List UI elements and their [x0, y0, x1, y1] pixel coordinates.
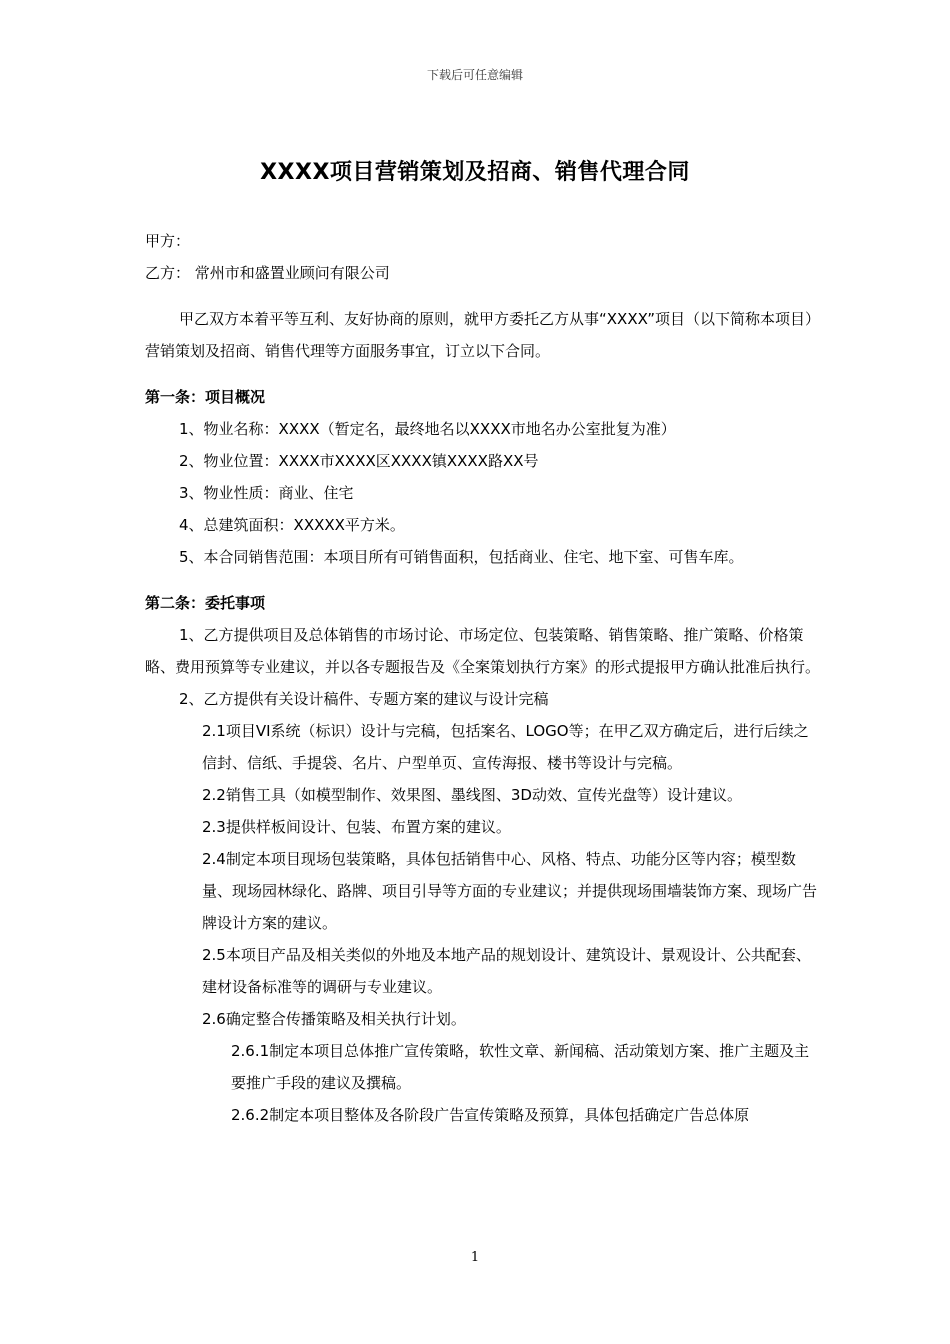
page-number: 1 — [470, 1250, 480, 1265]
header-note: 下载后可任意编辑 — [426, 68, 523, 82]
article1-item: 5、本合同销售范围：本项目所有可销售面积，包括商业、住宅、地下室、可售车库。 — [179, 548, 744, 566]
contract-body — [145, 225, 820, 1131]
article2-sub-item: 2.3提供样板间设计、包装、布置方案的建议。 — [202, 818, 511, 836]
article2-item1: 1、乙方提供项目及总体销售的市场讨论、市场定位、包装策略、销售策略、推广策略、价格策略、费用预算等专业建议，并以各专题报告及《全案策划执行方案》的形式提报甲方确认批准后执行。 — [145, 626, 821, 676]
article2-sub-item: 2.5本项目产品及相关类似的外地及本地产品的规划设计、建筑设计、景观设计、公共配套、建材设备标准等的调研与专业建议。 — [202, 946, 811, 996]
party-b: 乙方： 常州市和盛置业顾问有限公司 — [145, 264, 390, 282]
article1-item: 1、物业名称：XXXX（暂定名，最终地名以XXXX市地名办公室批复为准） — [179, 420, 676, 438]
article1-item: 4、总建筑面积：XXXXX平方米。 — [179, 516, 405, 534]
article1-item: 2、物业位置：XXXX市XXXX区XXXX镇XXXX路XX号 — [179, 452, 539, 470]
article2-subsub-item: 2.6.2制定本项目整体及各阶段广告宣传策略及预算，具体包括确定广告总体原 — [231, 1106, 750, 1124]
article1-item: 3、物业性质：商业、住宅 — [179, 484, 354, 502]
intro-paragraph: 甲乙双方本着平等互利、友好协商的原则，就甲方委托乙方从事“XXXX”项目（以下简称本项目）营销策划及招商、销售代理等方面服务事宜，订立以下合同。 — [145, 310, 813, 360]
article2-sub-item: 2.6确定整合传播策略及相关执行计划。 — [202, 1010, 466, 1028]
article2-sub-item: 2.4制定本项目现场包装策略，具体包括销售中心、风格、特点、功能分区等内容；模型数量、现场园林绿化、路牌、项目引导等方面的专业建议；并提供现场围墙装饰方案、现场广告牌设计方案的建议。 — [202, 850, 818, 932]
article2-subsub-item: 2.6.1制定本项目总体推广宣传策略，软性文章、新闻稿、活动策划方案、推广主题及主要推广手段的建议及撰稿。 — [231, 1042, 810, 1092]
article1-heading: 第一条：项目概况 — [145, 388, 266, 406]
article2-sub-item: 2.2销售工具（如模型制作、效果图、墨线图、3D动效、宣传光盘等）设计建议。 — [202, 786, 742, 804]
article2-item2: 2、乙方提供有关设计稿件、专题方案的建议与设计完稿 — [179, 690, 549, 708]
document-title: XXXX项目营销策划及招商、销售代理合同 — [260, 160, 690, 185]
party-a: 甲方： — [145, 232, 191, 250]
article2-heading: 第二条：委托事项 — [145, 594, 266, 612]
article2-sub-item: 2.1项目VI系统（标识）设计与完稿，包括案名、LOGO等；在甲乙双方确定后，进行后续之信封、信纸、手提袋、名片、户型单页、宣传海报、楼书等设计与完稿。 — [202, 722, 809, 772]
